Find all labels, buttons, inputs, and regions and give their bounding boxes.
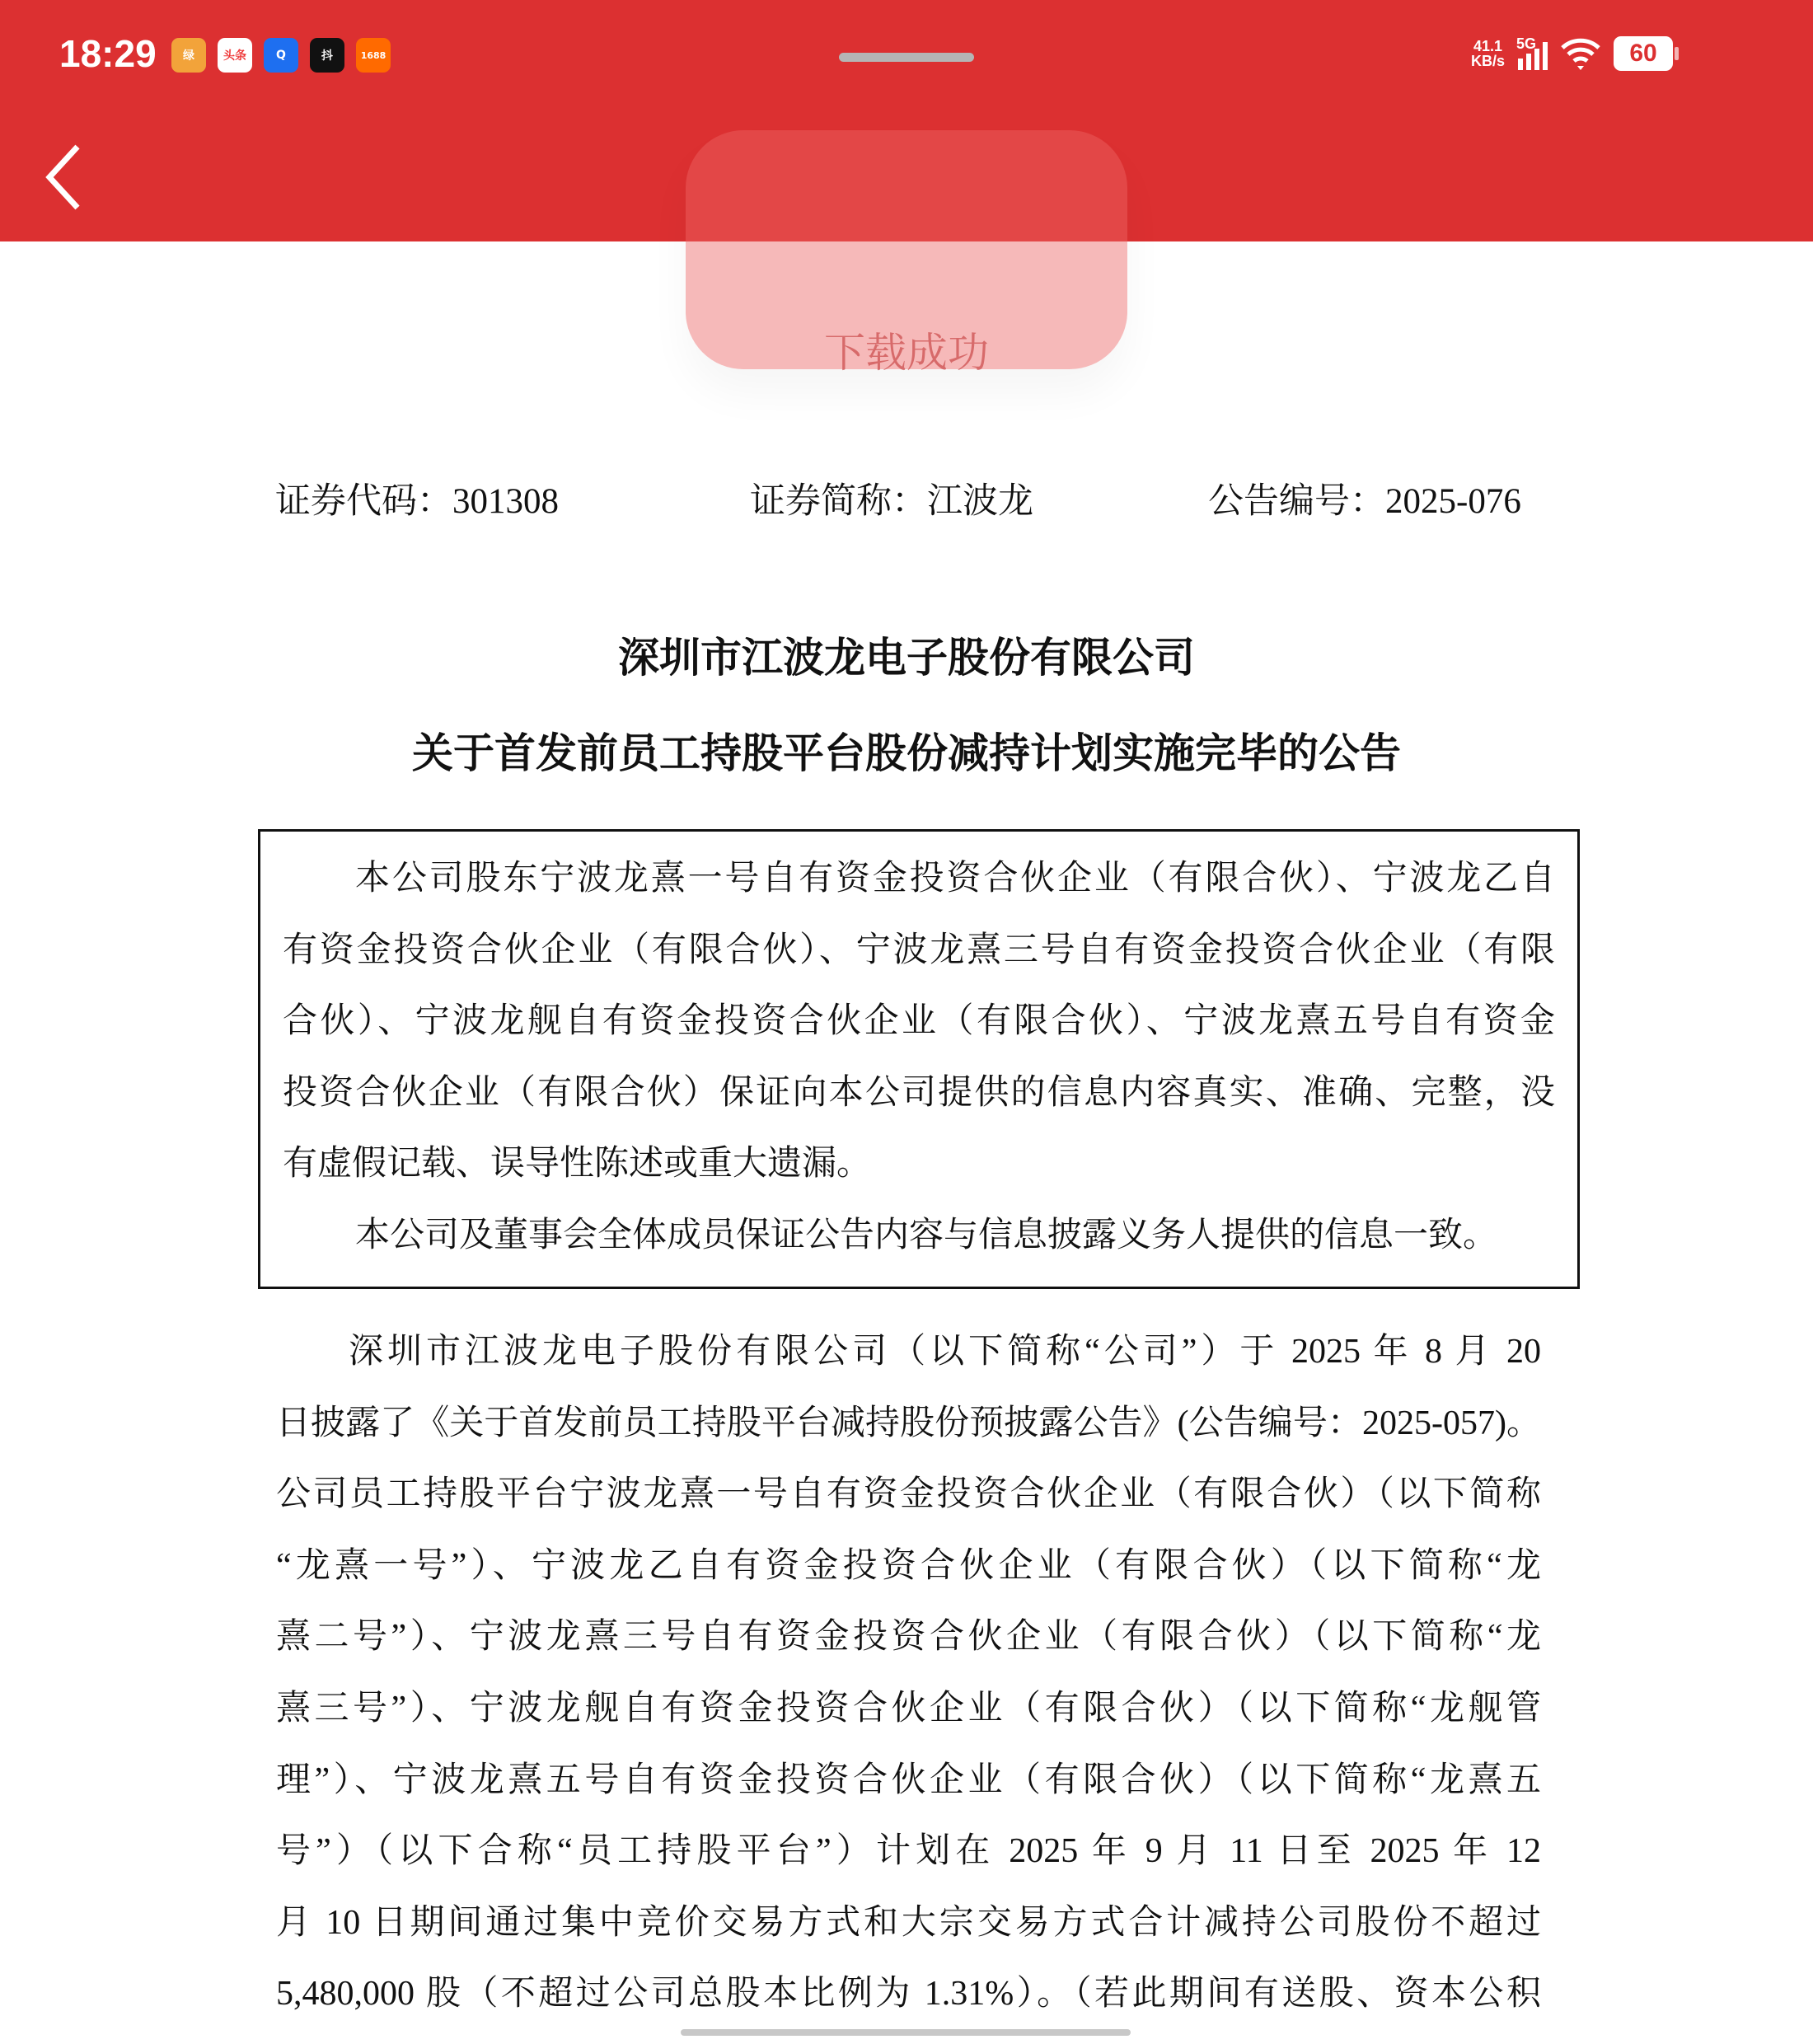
drag-handle[interactable]: [839, 53, 974, 62]
body-line: 月 10 日期间通过集中竞价交易方式和大宗交易方式合计减持公司股份不超过: [276, 1903, 1541, 1942]
body-line: 熹二号”）、宁波龙熹三号自有资金投资合伙企业（有限合伙）（以下简称“龙: [276, 1618, 1541, 1657]
status-time: 18:29: [59, 32, 157, 75]
signal-icon: 5G: [1516, 37, 1548, 70]
box-line: 有虚假记载、误导性陈述或重大遗漏。: [283, 1145, 872, 1184]
network-speed: 41.1 KB/s: [1470, 38, 1505, 69]
app-icon-home: 绿: [171, 38, 206, 73]
app-icon-toutiao: 头条: [218, 38, 252, 73]
wifi-icon: [1559, 36, 1602, 71]
box-line: 本公司及董事会全体成员保证公告内容与信息披露义务人提供的信息一致。: [355, 1217, 1498, 1254]
notification-icons: [171, 38, 391, 73]
app-icon-douyin: 抖: [310, 38, 344, 73]
doc-title-subject: 关于首发前员工持股平台股份减持计划实施完毕的公告: [412, 730, 1401, 776]
announcement-number: 公告编号：2025-076: [1208, 482, 1521, 521]
body-line: 日披露了《关于首发前员工持股平台减持股份预披露公告》(公告编号：2025-057)。: [276, 1404, 1541, 1442]
body-line: “龙熹一号”）、宁波龙乙自有资金投资合伙企业（有限合伙）（以下简称“龙: [276, 1546, 1541, 1585]
box-line: 投资合伙企业（有限合伙）保证向本公司提供的信息内容真实、准确、完整，没: [283, 1073, 1555, 1112]
box-line: 本公司股东宁波龙熹一号自有资金投资合伙企业（有限合伙）、宁波龙乙自: [355, 860, 1555, 898]
body-line: 熹三号”）、宁波龙舰自有资金投资合伙企业（有限合伙）（以下简称“龙舰管: [276, 1690, 1541, 1728]
scroll-indicator[interactable]: [681, 2029, 1131, 2036]
body-line: 号”）（以下合称“员工持股平台”）计划在 2025 年 9 月 11 日至 2025 年 12: [276, 1832, 1541, 1871]
app-icon-qq: Q: [264, 38, 298, 73]
system-status: [1471, 36, 1673, 71]
security-code: 证券代码：301308: [275, 482, 559, 521]
body-line: 深圳市江波龙电子股份有限公司（以下简称“公司”）于 2025 年 8 月 20: [349, 1333, 1541, 1371]
security-name: 证券简称：江波龙: [750, 482, 1033, 521]
toast-message: 下载成功: [824, 329, 989, 377]
body-line: 公司员工持股平台宁波龙熹一号自有资金投资合伙企业（有限合伙）（以下简称: [276, 1475, 1541, 1514]
battery-icon: 60: [1614, 36, 1673, 71]
app-icon-1688: 1688: [356, 38, 391, 73]
back-button[interactable]: [41, 140, 91, 214]
box-line: 有资金投资合伙企业（有限合伙）、宁波龙熹三号自有资金投资合伙企业（有限: [283, 931, 1555, 969]
body-line: 5,480,000 股（不超过公司总股本比例为 1.31%）。（若此期间有送股、资本公积: [276, 1975, 1541, 2014]
toast: [686, 130, 1127, 377]
box-line: 合伙）、宁波龙舰自有资金投资合伙企业（有限合伙）、宁波龙熹五号自有资金: [283, 1002, 1555, 1041]
doc-title-company: 深圳市江波龙电子股份有限公司: [618, 635, 1195, 681]
body-line: 理”）、宁波龙熹五号自有资金投资合伙企业（有限合伙）（以下简称“龙熹五: [276, 1760, 1541, 1799]
